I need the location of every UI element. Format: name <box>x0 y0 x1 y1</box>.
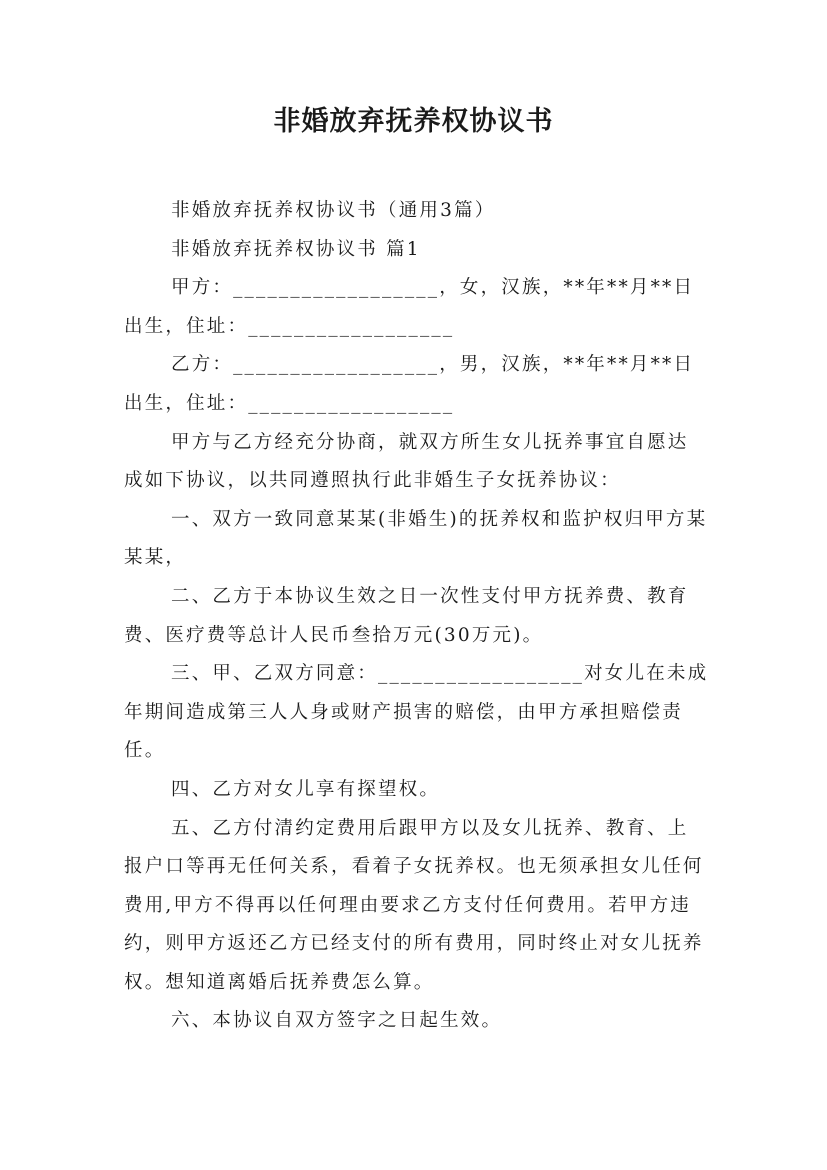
paragraph-section-heading: 非婚放弃抚养权协议书 篇1 <box>171 238 421 260</box>
paragraph-clause-2: 二、乙方于本协议生效之日一次性支付甲方抚养费、教育费、医疗费等总计人民币叁拾万元(30万元)。 <box>124 585 689 646</box>
document-title: 非婚放弃抚养权协议书 <box>273 106 554 137</box>
paragraph-party-b: 乙方：__________________，男，汉族，**年**月**日出生，住址：__________________ <box>124 354 695 414</box>
paragraph-clause-4: 四、乙方对女儿享有探望权。 <box>171 778 441 800</box>
paragraph-preamble: 甲方与乙方经充分协商，就双方所生女儿抚养事宜自愿达成如下协议，以共同遵照执行此非婚生子女抚养协议： <box>124 431 689 492</box>
paragraph-subtitle: 非婚放弃抚养权协议书（通用3篇） <box>171 200 496 221</box>
paragraph-clause-6: 六、本协议自双方签字之日起生效。 <box>171 1010 503 1032</box>
paragraph-clause-5: 五、乙方付清约定费用后跟甲方以及女儿抚养、教育、上报户口等再无任何关系，看着子女抚养权。也无须承担女儿任何费用,甲方不得再以任何理由要求乙方支付任何费用。若甲方违约，则甲方返还乙方已经支付的所有费用，同时终止对女儿抚养权。想知道离婚后抚养费怎么算。 <box>124 817 704 993</box>
paragraph-clause-1: 一、双方一致同意某某(非婚生)的抚养权和监护权归甲方某某某， <box>124 508 708 569</box>
document-body <box>124 192 709 1041</box>
paragraph-clause-3: 三、甲、乙双方同意：__________________对女儿在未成年期间造成第三人人身或财产损害的赔偿，由甲方承担赔偿责任。 <box>124 663 709 762</box>
paragraph-party-a: 甲方：__________________，女，汉族，**年**月**日出生，住址：__________________ <box>124 277 695 337</box>
